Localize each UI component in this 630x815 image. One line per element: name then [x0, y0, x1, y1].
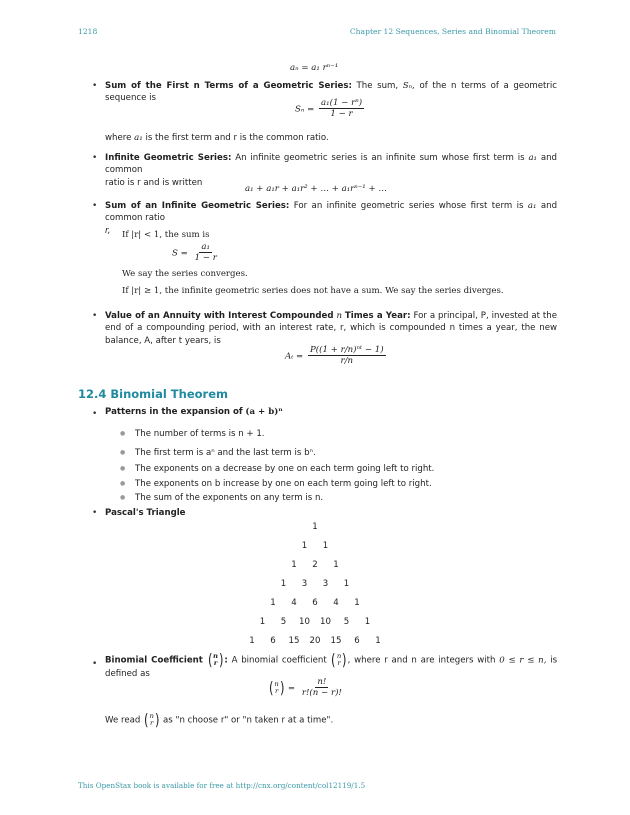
binom-r: r: [213, 659, 218, 668]
sum-geometric-formula-lhs: Sₙ =: [295, 104, 315, 115]
pascal-row: [0, 635, 630, 647]
sum-infinite-formula: [172, 242, 221, 264]
binomial-colon: :: [224, 655, 228, 666]
infinite-geometric-line2: ratio is r and is written: [105, 177, 203, 188]
bullet-dot: •: [92, 201, 98, 211]
pascal-entry: 1: [343, 579, 350, 589]
where-symbol: a₁: [134, 133, 143, 143]
binomial-formula-eq: =: [287, 683, 296, 694]
binomial-text1: A binomial coefficient: [231, 655, 327, 666]
annuity-denominator: r/n: [340, 356, 354, 367]
binomial-symbol: ( n r ): [331, 650, 347, 669]
pascal-entry: 4: [333, 598, 339, 608]
annuity-label-symbol: n: [336, 311, 342, 321]
sum-infinite-cond2: If |r| ≥ 1, the infinite geometric series does not have a sum. We say the series diverges.: [122, 286, 504, 296]
section-title: 12.4 Binomial Theorem: [78, 387, 228, 401]
patterns-label: Patterns in the expansion of: [105, 407, 243, 417]
pascal-entry: 1: [354, 598, 360, 608]
sub-bullet: ●: [120, 465, 126, 472]
binom-n: n: [336, 651, 342, 660]
sum-infinite-label: Sum of an Infinite Geometric Series:: [105, 201, 290, 211]
infinite-geometric-text2: and common: [105, 153, 558, 176]
bullet-dot: •: [92, 508, 98, 518]
pascal-entry: 6: [354, 636, 360, 646]
binomial-numerator: n!: [317, 677, 327, 687]
annuity-numerator: P((1 + r/n)ⁿᵗ − 1): [310, 345, 384, 355]
pascal-entry: 2: [312, 560, 318, 570]
binom-r: r: [274, 686, 279, 695]
annuity-formula: [285, 345, 388, 367]
page-number: 1218: [78, 27, 98, 36]
sum-geometric-text-before: The sum,: [356, 81, 399, 91]
binomial-condition: 0 ≤ r ≤ n,: [499, 655, 547, 666]
sum-geometric-numerator: a₁(1 − rⁿ): [321, 98, 363, 108]
bullet-dot: •: [92, 81, 98, 91]
annuity-label: Value of an Annuity with Interest Compounded: [105, 311, 334, 321]
sum-geometric-formula: [295, 98, 366, 120]
pascal-entry: 1: [375, 636, 381, 646]
binom-n: n: [213, 651, 219, 660]
sum-geometric-fraction: [319, 98, 364, 120]
pascal-entry: 1: [312, 522, 318, 532]
sum-infinite-line2: r,: [105, 225, 111, 236]
pattern-item: The number of terms is n + 1.: [135, 429, 265, 439]
pascal-entry: 3: [301, 579, 308, 589]
sum-infinite-symbol: a₁: [527, 201, 537, 211]
pascal-entry: 1: [364, 617, 371, 627]
sum-infinite-text2: and common ratio: [105, 201, 558, 224]
binomial-denominator: r!(n − r)!: [301, 688, 342, 699]
pattern-item: The exponents on b increase by one on each term going left to right.: [135, 479, 432, 489]
binomial-coefficient-paragraph: Binomial Coefficient ( n r ) : A binomial coefficient ( n r ) , where r and n are integers with 0 ≤ r ≤ n, is defined as: [105, 650, 558, 680]
binomial-text3: is defined as: [105, 655, 558, 680]
pascal-entry: 1: [291, 560, 297, 570]
bullet-dot: •: [92, 659, 98, 669]
sum-infinite-cond1: If |r| < 1, the sum is: [122, 230, 210, 240]
binom-n: n: [274, 679, 279, 688]
geometric-general-term: aₙ = a₁ rⁿ⁻¹: [290, 63, 339, 73]
pascal-row: [0, 521, 630, 533]
binomial-text2: where r and n are integers with: [354, 655, 496, 666]
binomial-formula: [268, 677, 346, 699]
binomial-read: [105, 712, 557, 728]
pascal-entry: 1: [322, 541, 329, 551]
sum-infinite-denominator: 1 − r: [194, 253, 217, 264]
pascal-entry: 15: [330, 636, 342, 646]
pascal-entry: 20: [309, 636, 321, 646]
where-rest: is the first term and r is the common ratio.: [145, 133, 329, 143]
patterns-heading: [105, 406, 557, 418]
pascal-entry: 10: [320, 617, 331, 627]
pascal-entry: 1: [301, 541, 308, 551]
pascal-entry: 10: [299, 617, 310, 627]
pascal-entry: 1: [249, 636, 255, 646]
pascal-row: [0, 540, 630, 552]
pascal-row: [0, 559, 630, 571]
sum-geometric-where: [105, 132, 557, 144]
pascal-row: [0, 578, 630, 590]
binomial-fraction: [300, 677, 344, 699]
sum-infinite-fraction: [193, 242, 219, 264]
binomial-symbol: ( n r ): [144, 710, 160, 729]
chapter-title: Chapter 12 Sequences, Series and Binomial Theorem: [349, 27, 556, 36]
pascal-label: Pascal's Triangle: [105, 508, 186, 518]
sum-geometric-label: Sum of the First n Terms of a Geometric Series:: [105, 81, 352, 91]
sub-bullet: ●: [120, 480, 126, 487]
infinite-geometric-symbol: a₁: [528, 153, 538, 163]
pascal-entry: 1: [259, 617, 266, 627]
binomial-symbol: ( n r ): [207, 650, 224, 669]
sub-bullet: ●: [120, 430, 126, 437]
binomial-symbol: ( n r ): [268, 677, 285, 697]
patterns-expr: (a + b)ⁿ: [245, 407, 283, 417]
pascal-entry: 6: [312, 598, 318, 608]
annuity-paragraph: [105, 310, 557, 347]
sum-infinite-text: For an infinite geometric series whose first term is: [293, 201, 524, 211]
annuity-fraction: [308, 345, 386, 367]
pattern-item: The first term is aⁿ and the last term is bⁿ.: [135, 448, 316, 458]
sum-geometric-symbol: Sₙ,: [402, 81, 415, 91]
annuity-text-line1: For a principal, P, invested at the end of a: [105, 311, 558, 334]
bullet-dot: •: [92, 311, 98, 321]
footer-text: This OpenStax book is available for free at http://cnx.org/content/col12119/1.5: [78, 781, 366, 790]
pascal-entry: 5: [280, 617, 287, 627]
pascal-entry: 3: [322, 579, 329, 589]
binomial-coefficient-label: Binomial Coefficient: [105, 655, 203, 666]
annuity-text-line3: years, is: [184, 335, 221, 346]
pascal-entry: 1: [333, 560, 339, 570]
pascal-entry: 4: [291, 598, 297, 608]
binom-n: n: [149, 711, 154, 720]
binomial-read-prefix: We read: [105, 715, 141, 726]
binom-r: r: [337, 659, 341, 668]
binom-r: r: [150, 719, 154, 728]
pascal-entry: 6: [270, 636, 276, 646]
pascal-row: [0, 616, 630, 628]
pascal-entry: 5: [343, 617, 350, 627]
infinite-geometric-label: Infinite Geometric Series:: [105, 153, 232, 163]
pascal-row: [0, 597, 630, 609]
sub-bullet: ●: [120, 494, 126, 501]
sum-geometric-text-after: of the n terms of a geometric sequence is: [105, 81, 558, 104]
pascal-entry: 15: [288, 636, 300, 646]
sub-bullet: ●: [120, 449, 126, 456]
sum-infinite-numerator: a₁: [201, 242, 210, 252]
pascal-entry: 1: [270, 598, 276, 608]
infinite-geometric-formula: a₁ + a₁r + a₁r² + … + a₁rⁿ⁻¹ + …: [245, 184, 388, 194]
binomial-read-suffix: as "n choose r" or "n taken r at a time".: [163, 715, 334, 726]
sum-geometric-denominator: 1 − r: [330, 109, 353, 120]
pattern-item: The sum of the exponents on any term is n.: [135, 493, 324, 503]
where-text: where: [105, 133, 132, 143]
pascal-entry: 1: [280, 579, 287, 589]
pattern-item: The exponents on a decrease by one on each term going left to right.: [135, 464, 435, 474]
annuity-formula-lhs: Aₜ =: [285, 351, 304, 362]
bullet-dot: •: [92, 153, 98, 163]
infinite-geometric-text: An infinite geometric series is an infinite sum whose first term is: [235, 153, 525, 163]
annuity-text-line2: compounding period, with an interest rate, r, which is compounded n times a year, the new balance, A, after t: [105, 323, 558, 346]
sum-infinite-formula-lhs: S =: [172, 248, 188, 259]
annuity-label-end: Times a Year:: [344, 311, 411, 321]
sum-infinite-converges: We say the series converges.: [122, 269, 248, 279]
bullet-dot: •: [92, 409, 98, 419]
